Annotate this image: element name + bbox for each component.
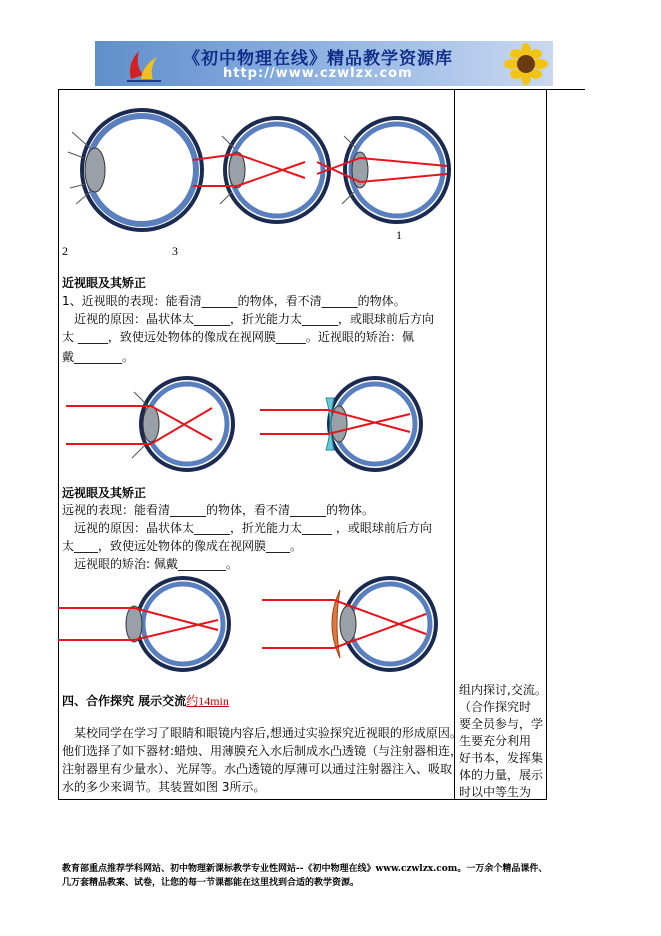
- hyperopia-line-2: 远视的原因：晶状体太______，折光能力太_____ ，或眼球前后方向: [74, 521, 432, 535]
- hyperopia-line-1: 远视的表现：能看清______的物体，看不清______的物体。: [62, 503, 375, 517]
- eye-diagram-hyperopia-corrected: [262, 578, 436, 670]
- eye-diagram-hyperopia-uncorrected: [58, 578, 229, 670]
- eye-diagram-myopia-uncorrected: [66, 378, 233, 470]
- eye-diagram-normal: [68, 110, 202, 230]
- eye-diagrams-row1: [62, 92, 452, 242]
- hyperopia-line-3: 太____，致使远处物体的像成在视网膜____。: [62, 539, 303, 553]
- figure-label-1: 1: [396, 228, 402, 242]
- section4-para-3: 注射器里有少量水）、光屏等。水凸透镜的厚薄可以通过注射器注入、吸取: [62, 762, 453, 776]
- myopia-line-1: 1、近视眼的表现：能看清______的物体，看不清______的物体。: [62, 294, 406, 308]
- section4-para-1: 某校同学在学习了眼睛和眼镜内容后,想通过实验探究近视眼的形成原因。: [74, 726, 462, 740]
- column-divider: [454, 89, 455, 800]
- banner-url[interactable]: http://www.czwlzx.com: [223, 66, 413, 81]
- myopia-heading: 近视眼及其矫正: [62, 276, 147, 290]
- site-logo: [123, 45, 165, 83]
- sidebar-note-4: 生要充分利用: [459, 734, 532, 748]
- figure-label-3: 3: [172, 244, 178, 258]
- myopia-correction-diagrams: [62, 368, 447, 480]
- myopia-line-4: 戴________。: [62, 350, 135, 364]
- hyperopia-correction-diagrams: [58, 572, 450, 678]
- hyperopia-line-4: 远视眼的矫治: 佩戴________。: [74, 557, 238, 571]
- eye-diagram-myopia-rays: [193, 118, 329, 222]
- section4-heading: [62, 690, 229, 712]
- section4-title: 四、合作探究 展示交流: [62, 694, 187, 708]
- page-footer: [62, 862, 547, 890]
- sidebar-note-1: 组内探讨,交流。: [459, 683, 547, 697]
- footer-line-2: 几万套精品教案、试卷，让您的每一节课都能在这里找到合适的教学资源。: [62, 878, 360, 888]
- section4-para-4: 水的多少来调节。其装置如图 3所示。: [62, 780, 266, 794]
- sidebar-note-3: 要全员参与，学: [459, 717, 544, 731]
- figure-label-2: 2: [62, 244, 68, 258]
- eye-diagram-hyperopia-rays: [317, 118, 449, 222]
- eye-diagram-myopia-corrected: [260, 378, 421, 470]
- section4-para-2: 他们选择了如下器材:蜡烛、用薄膜充入水后制成水凸透镜（与注射器相连，: [62, 744, 463, 758]
- sidebar-note-7: 时以中等生为: [459, 785, 532, 799]
- sidebar-note-6: 体的力量，展示: [459, 768, 544, 782]
- sidebar-note-5: 好书本，发挥集: [459, 751, 544, 765]
- sunflower-image: [501, 43, 551, 85]
- myopia-line-3: 太 _____，致使远处物体的像成在视网膜_____。近视眼的矫治：佩: [62, 330, 414, 344]
- sidebar-note-2: （合作探究时: [459, 700, 532, 714]
- header-banner: [95, 41, 553, 86]
- hyperopia-heading: 远视眼及其矫正: [62, 486, 147, 500]
- footer-line-1: 教育部重点推荐学科网站、初中物理新课标教学专业性网站--《初中物理在线》www.czwlzx.com。一万余个精品课件、: [62, 864, 548, 874]
- section4-time: 约14min: [186, 694, 229, 708]
- banner-title: 《初中物理在线》精品教学资源库: [183, 49, 453, 69]
- myopia-line-2: 近视的原因：晶状体太______，折光能力太______，或眼球前后方向: [74, 312, 435, 326]
